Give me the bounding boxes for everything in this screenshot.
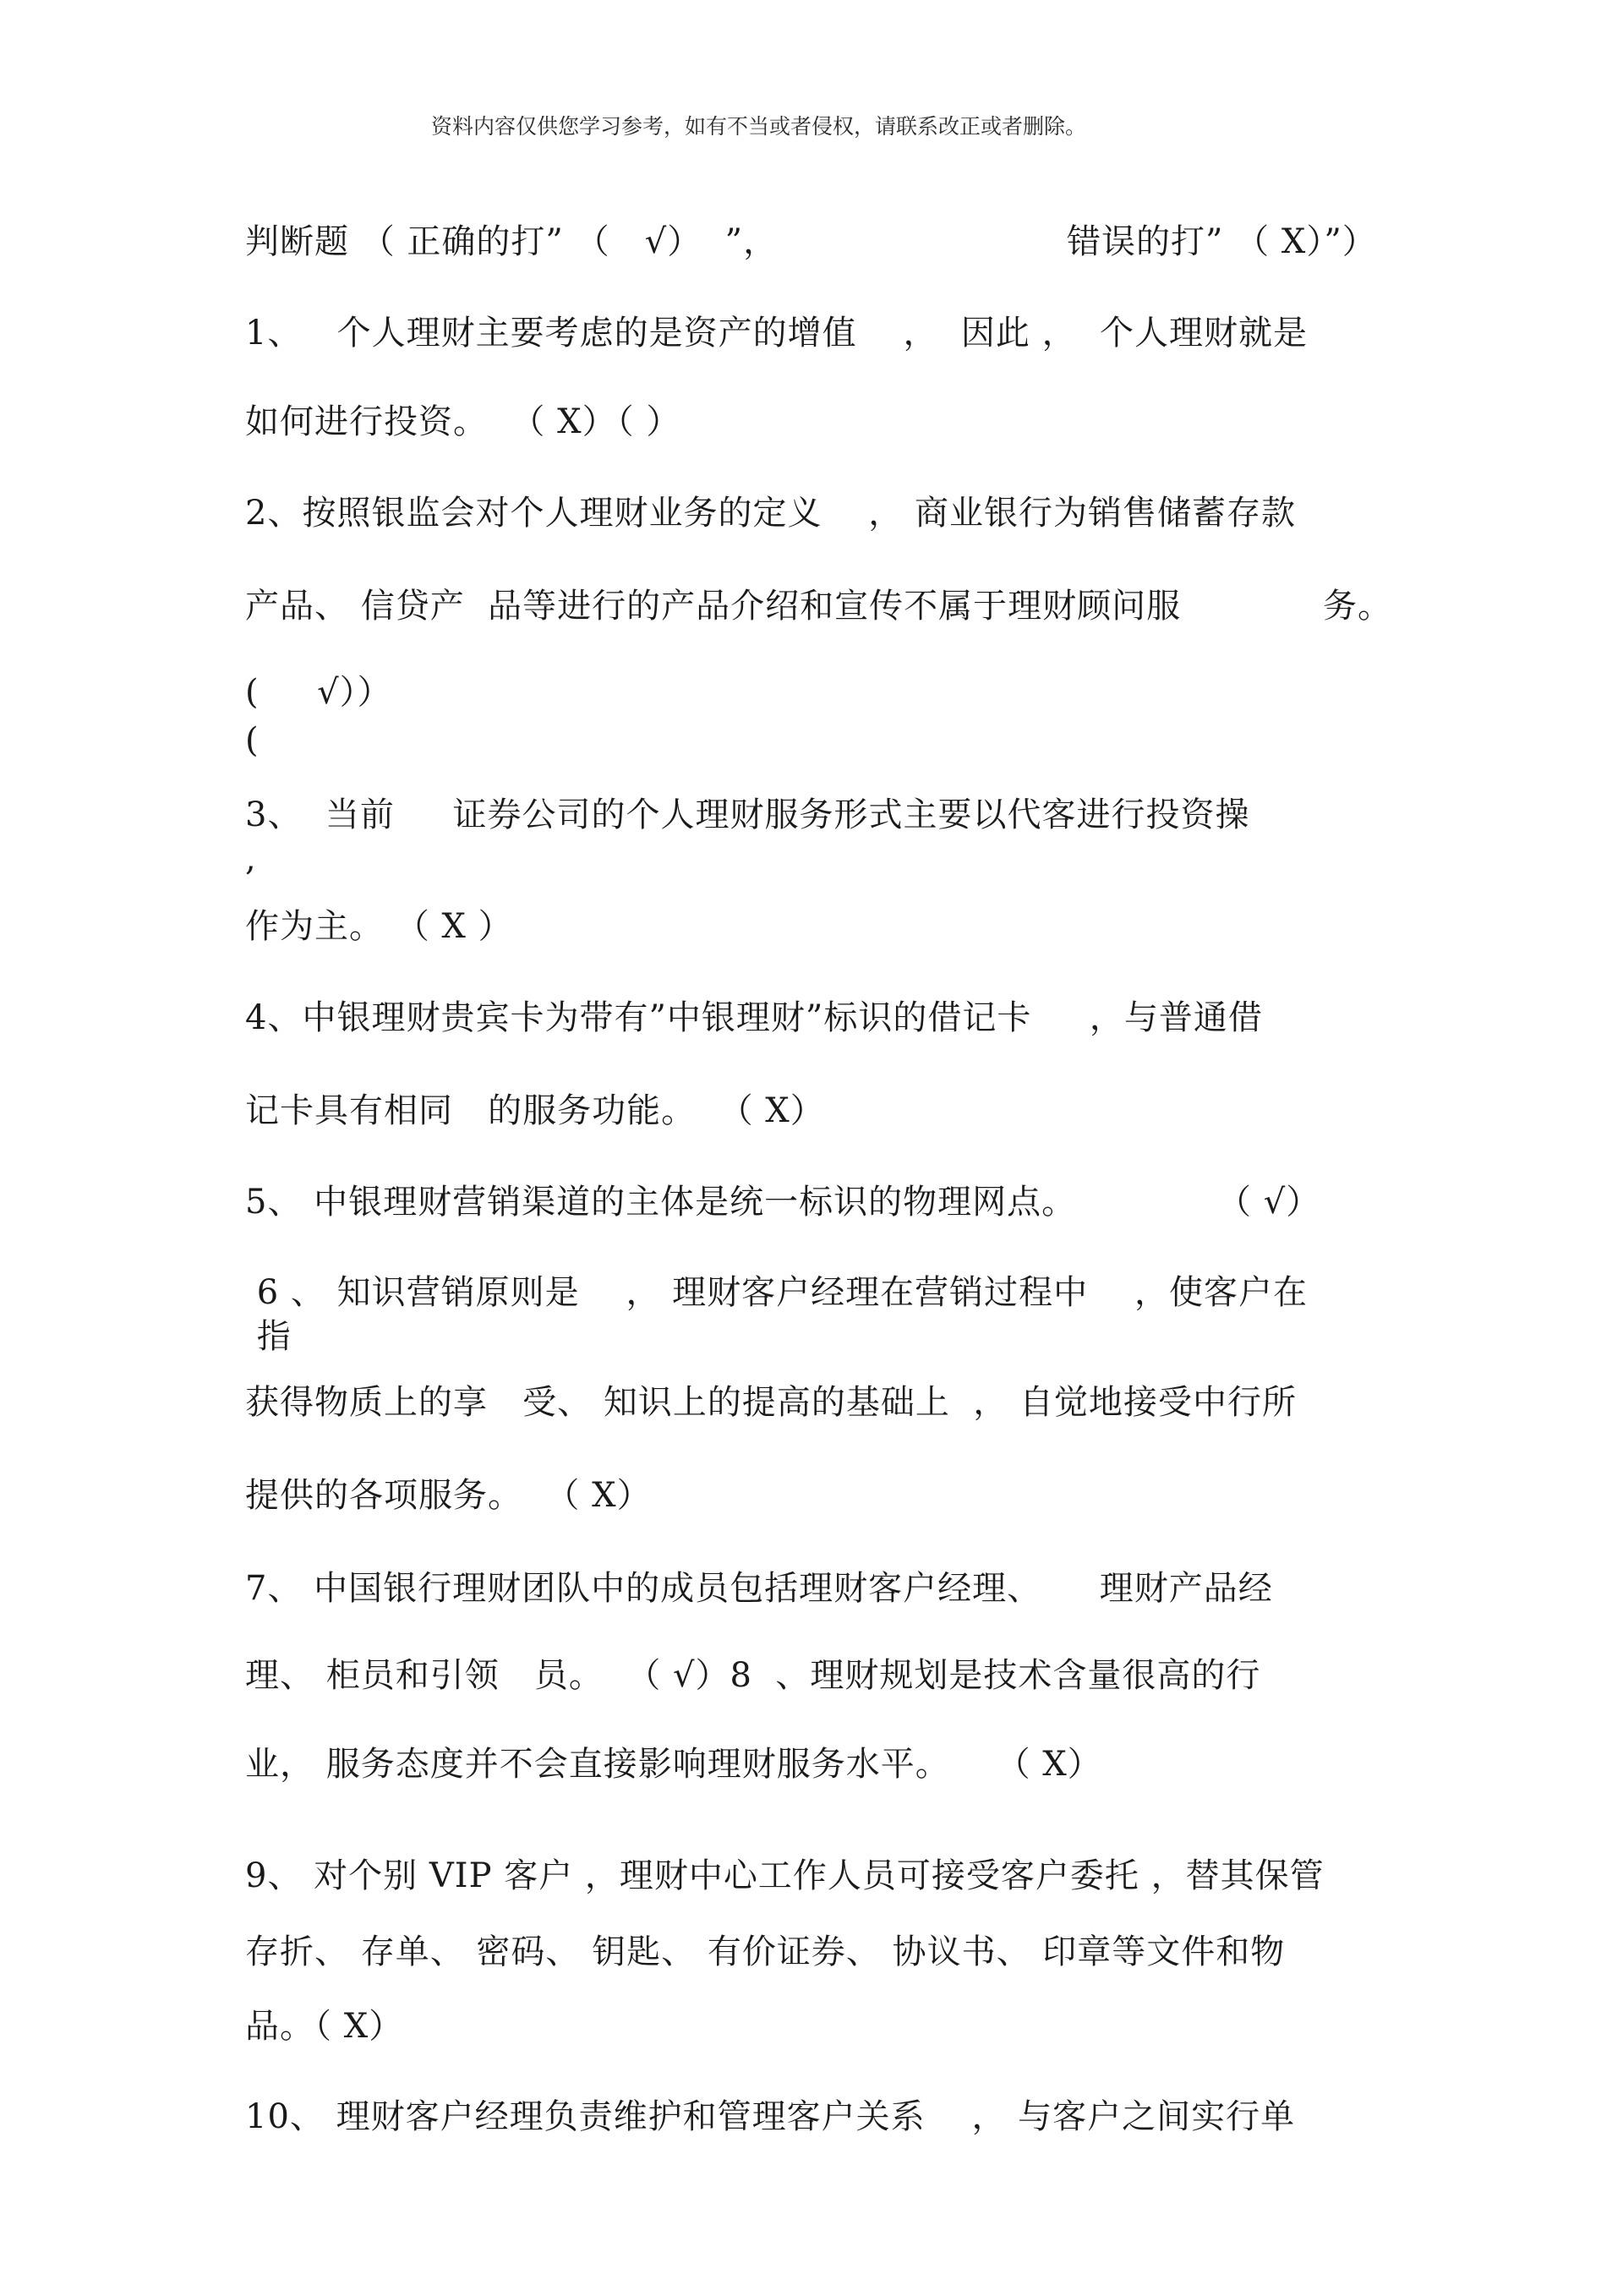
question-2-line-1: 2、按照银监会对个人理财业务的定义 ， 商业银行为销售储蓄存款 bbox=[245, 494, 1297, 533]
question-6-line-2: 获得物质上的享 受、 知识上的提高的基础上 ， 自觉地接受中行所 bbox=[245, 1383, 1298, 1422]
question-5-answer: （ √） bbox=[1217, 1183, 1321, 1222]
question-9-line-3: 品。（ X） bbox=[245, 2007, 404, 2046]
question-10-line-1: 10、 理财客户经理负责维护和管理客户关系 ， 与客户之间实行单 bbox=[245, 2097, 1296, 2136]
section-heading-continued: 错误的打” （ X）”） bbox=[1067, 222, 1377, 261]
section-heading: 判断题 （ 正确的打” （ √） ”， bbox=[245, 222, 779, 261]
question-4-line-1: 4、中银理财贵宾卡为带有”中银理财”标识的借记卡 ，与普通借 bbox=[245, 998, 1263, 1037]
question-1-line-2: 如何进行投资。 （ X）（ ） bbox=[245, 402, 681, 441]
question-3-line-2: 作为主。 （ X ） bbox=[245, 907, 513, 946]
question-5-line-1: 5、 中银理财营销渠道的主体是统一标识的物理网点。 bbox=[245, 1183, 1077, 1222]
question-2-stray-paren: ( bbox=[245, 721, 260, 760]
question-8-line-2: 业， 服务态度并不会直接影响理财服务水平。 （ X） bbox=[245, 1745, 1102, 1784]
question-6-line-1-wrap: 指 bbox=[245, 1317, 292, 1356]
question-9-line-2: 存折、 存单、 密码、 钥匙、 有价证券、 协议书、 印章等文件和物 bbox=[245, 1932, 1286, 1971]
question-6-line-3: 提供的各项服务。 （ X） bbox=[245, 1476, 652, 1515]
question-7-line-2: 理、 柜员和引领 员。 （ √）8 、理财规划是技术含量很高的行 bbox=[245, 1656, 1261, 1695]
question-3-stray-comma: , bbox=[245, 839, 257, 878]
question-6-line-1: 6 、 知识营销原则是 ， 理财客户经理在营销过程中 ，使客户在 bbox=[245, 1273, 1309, 1312]
question-7-line-1: 7、 中国银行理财团队中的成员包括理财客户经理、 理财产品经 bbox=[245, 1569, 1273, 1608]
question-2-line-2-tail: 务。 bbox=[1323, 587, 1392, 626]
question-2-line-2: 产品、 信贷产 品等进行的产品介绍和宣传不属于理财顾问服 bbox=[245, 587, 1182, 626]
question-9-line-1: 9、 对个别 VIP 客户 ，理财中心工作人员可接受客户委托 ，替其保管 bbox=[245, 1856, 1325, 1895]
question-2-answer: ( √）） bbox=[245, 673, 392, 712]
question-1-line-1: 1、 个人理财主要考虑的是资产的增值 ， 因此 ， 个人理财就是 bbox=[245, 314, 1309, 353]
question-3-line-1: 3、 当前 证券公司的个人理财服务形式主要以代客进行投资操 bbox=[245, 795, 1250, 834]
page-header-disclaimer: 资料内容仅供您学习参考，如有不当或者侵权，请联系改正或者删除。 bbox=[431, 114, 1087, 139]
question-4-line-2: 记卡具有相同 的服务功能。 （ X） bbox=[245, 1091, 825, 1130]
